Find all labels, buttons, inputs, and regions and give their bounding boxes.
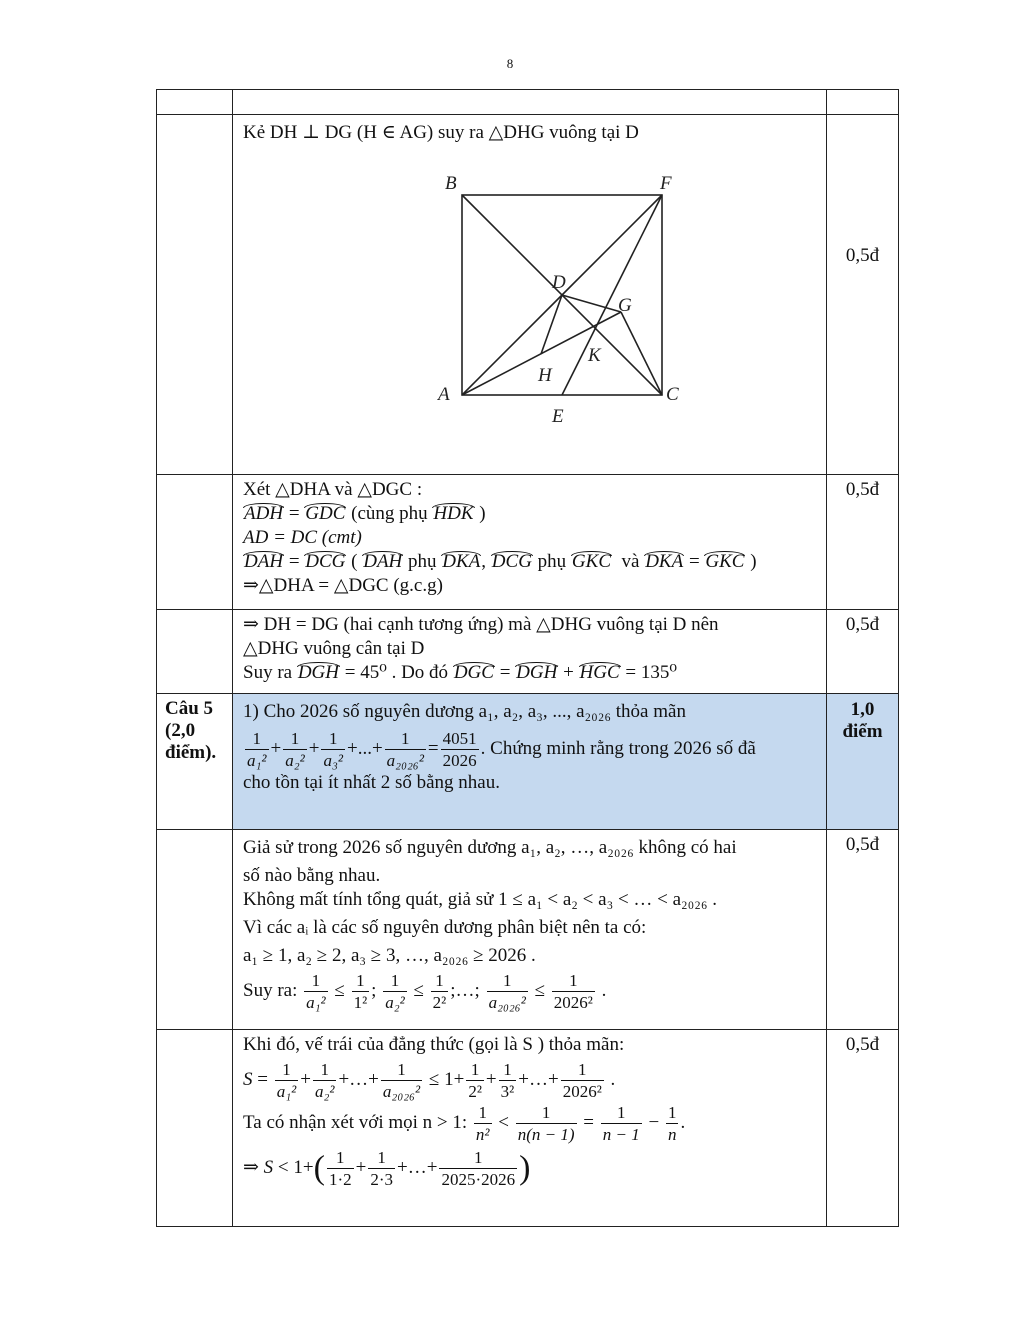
question-score: 1,0 điểm [842,699,883,742]
text-line: Suy ra DGH = 45⁰ . Do đó DGC = DGH + HGC = 135⁰ [243,662,678,683]
text-line: ADH = GDC (cùng phụ HDK ) [244,503,486,524]
label-a: A [438,384,450,405]
score: 0,5đ [845,1034,880,1055]
text-line: số nào bằng nhau. [243,865,381,886]
text-line: Giả sử trong 2026 số nguyên dương a₁, a₂, …, a₂₀₂₆ không có hai [243,837,737,858]
question-label: Câu 5 (2,0 điểm). [157,694,233,830]
table-row [157,115,899,475]
text-line: Vì các aᵢ là các số nguyên dương phân biệt nên ta có: [243,917,647,938]
table-row [157,830,899,1030]
label-k: K [588,345,601,366]
label-g: G [618,295,632,316]
label-d: D [552,272,566,293]
solution-table [156,89,899,1227]
table-row [157,475,899,610]
label-f: F [660,175,672,194]
score: 0,5đ [845,614,880,635]
question-equation: $\frac{1}{\text{a₁²}}$ + $\frac{1}{\text{a₂²}}$ + $\frac{1}{\text{a₃²}}$ +...+ $\frac{1}{\text{a₂₀₂₆²}}$ = $\frac{4051}{2026}$ . Chứng minh rằng trong 2026 số đã [247,729,756,770]
text-line: Không mất tính tổng quát, giả sử 1 ≤ a₁ < a₂ < a₃ < … < a₂₀₂₆ . [243,889,718,910]
label-c: C [666,384,679,405]
label-b: B [445,175,457,194]
sum-bound: ⇒ S < 1+( $\frac{1}{1\cdot 2}$ + $\frac{1}{2\cdot 3}$ +…+ $\frac{1}{2025\cdot 2026}$ ) [243,1148,531,1189]
score: 0,5đ [845,834,880,855]
geometry-figure [421,175,681,423]
table-row [157,1030,899,1227]
table-header-row [157,90,899,115]
text-line: ⇒ DH = DG (hai cạnh tương ứng) mà △DHG vuông tại D nên [243,614,719,635]
text-line: △DHG vuông cân tại D [243,638,425,659]
text-line: ⇒△DHA = △DGC (g.c.g) [243,575,443,596]
question-text: cho tồn tại ít nhất 2 số bằng nhau. [243,772,500,793]
question-text: 1) Cho 2026 số nguyên dương a₁, a₂, a₃, ..., a₂₀₂₆ thỏa mãn [243,701,686,722]
label-e: E [552,406,564,423]
text-line: AD = DC (cmt) [243,527,362,548]
score: 0,5đ [845,479,880,500]
text-line: Xét △DHA và △DGC : [243,479,423,500]
label-h: H [538,365,552,386]
text-line: Suy ra: $\frac{1}{\text{a₁²}}$ ≤ $\frac{1}{\text{1²}}$ ; $\frac{1}{\text{a₂²}}$ ≤ $\frac{1}{\text{2²}}$ ;…; $\frac{1}{\text{a₂₀₂₆²}}$ ≤ $\frac{1}{\text{2026²}}$ . [243,971,607,1012]
table-row [157,610,899,694]
score: 0,5đ [845,245,880,266]
text-line: Ta có nhận xét với mọi n > 1: $\frac{1}{\text{n²}}$ < $\frac{1}{n(n - 1)}$ = $\frac{1}{n - 1}$ − $\frac{1}{n}$ . [243,1103,686,1144]
page-number: 8 [506,56,514,71]
segment-gc [621,312,662,395]
text-line: a₁ ≥ 1, a₂ ≥ 2, a₃ ≥ 3, …, a₂₀₂₆ ≥ 2026 . [243,945,536,966]
text-line: Khi đó, vế trái của đẳng thức (gọi là S ) thỏa mãn: [243,1034,625,1055]
segment-af [562,195,662,295]
sum-inequality: S = $\frac{1}{\text{a₁²}}$ + $\frac{1}{\text{a₂²}}$ +…+ $\frac{1}{\text{a₂₀₂₆²}}$ ≤ 1+ $\frac{1}{\text{2²}}$ + $\frac{1}{\text{3²}}$ +…+ $\frac{1}{\text{2026²}}$ . [243,1060,616,1101]
question-row [157,694,899,830]
construction-line: Kẻ DH ⊥ DG (H ∈ AG) suy ra △DHG vuông tại D [243,122,639,143]
text-line: DAH = DCG ( DAH phụ DKA, DCG phụ GKC và DKA = GKC ) [244,551,757,572]
